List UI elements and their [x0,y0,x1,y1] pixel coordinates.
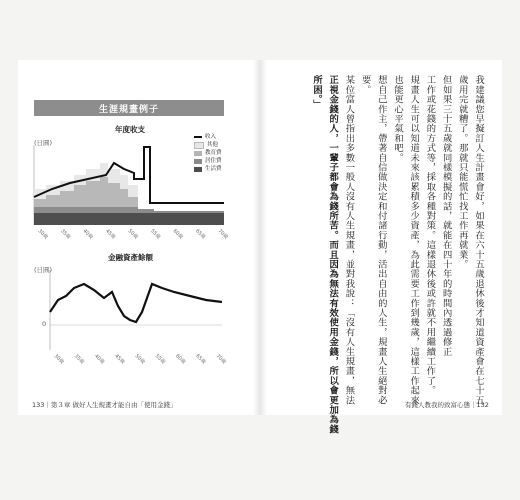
section-title-bar [34,100,224,116]
area-living [34,213,224,225]
chart2-title: 金融資產餘額 [108,253,153,262]
legend-line-swatch [194,136,202,138]
chart1-title: 年度收支 [115,125,145,134]
text-column: 正視金錢的人，一輩子都會為錢所苦。而且因為無法有效使用金錢，所以會更加為錢 [327,75,339,434]
x-tick-label: 55歲 [153,353,167,366]
text-column: 想自己作主，帶著自信做決定和付諸行動，活出自由的人生，規畫人生絕對必 [375,75,387,405]
x-tick-label: 35歲 [59,228,72,241]
x-tick-label: 45歲 [104,228,117,241]
chart2-zero-label: 0 [42,320,47,328]
text-column: 我建議您早擬訂人生計畫會好，如果在六十五歲退休後才知道資產會在七十五 [473,75,484,405]
financial-assets-chart [50,270,227,366]
text-column: 歲用完就糟了。那就只能慌忙找工作再就業。 [456,75,468,269]
chart1-x-labels [37,227,230,240]
x-tick-label: 40歲 [93,353,106,366]
x-tick-label: 35歲 [72,353,86,366]
chart2-unit: (日圓) [34,266,53,274]
annual-balance-chart [34,145,229,241]
chart2-x-labels [53,352,228,365]
text-column: 要。 [359,75,371,95]
x-tick-label: 70歲 [216,228,229,241]
x-tick-label: 45歲 [113,353,126,366]
x-tick-label: 70歲 [214,353,227,366]
x-tick-label: 30歲 [36,228,49,241]
x-tick-label: 60歲 [174,353,187,366]
x-tick-label: 30歲 [52,353,65,366]
legend-item-other: 其他 [194,141,222,149]
x-tick-label: 65歲 [194,228,207,241]
book-gutter [253,60,267,415]
text-column: 也能更心平氣和吧。 [392,75,403,163]
legend-item-housing: 居住費 [194,157,222,165]
assets-line [50,284,222,322]
x-tick-label: 40歲 [81,228,94,241]
x-tick-label: 55歲 [149,228,162,241]
text-column: 所困。」 [311,75,322,110]
text-column: 規畫人生可以知道未來該累積多少資產，為此需要工作到幾歲，這樣工作起來 [408,75,420,405]
legend-item-living: 生活費 [194,165,222,173]
left-page-footer: 133｜第３章 做好人生規畫才能自由「使用金錢」 [32,401,177,409]
chart1-unit: (日圓) [34,139,53,147]
x-tick-label: 50歲 [126,228,139,241]
right-page-footer: 有錢人教我的致富心態｜132 [405,401,489,409]
text-column: 但如果三十五歲就同樣模擬的話，就能在四十年的時間內透過修正 [440,75,452,357]
text-column: 工作或花錢的方式等，採取各種對策。這樣退休後或許就不用繼續工作了。 [424,75,436,396]
legend-item-income: 收入 [194,133,222,141]
x-tick-label: 50歲 [133,353,146,366]
section-title: 生涯規畫例子 [98,104,159,115]
x-tick-label: 65歲 [194,353,207,366]
legend-item-education: 教育費 [194,149,222,157]
x-tick-label: 60歲 [171,228,184,241]
text-column: 某位富人曾指出多數一般人沒有人生規畫，並對我說：「沒有人生規畫，無法 [343,75,355,405]
